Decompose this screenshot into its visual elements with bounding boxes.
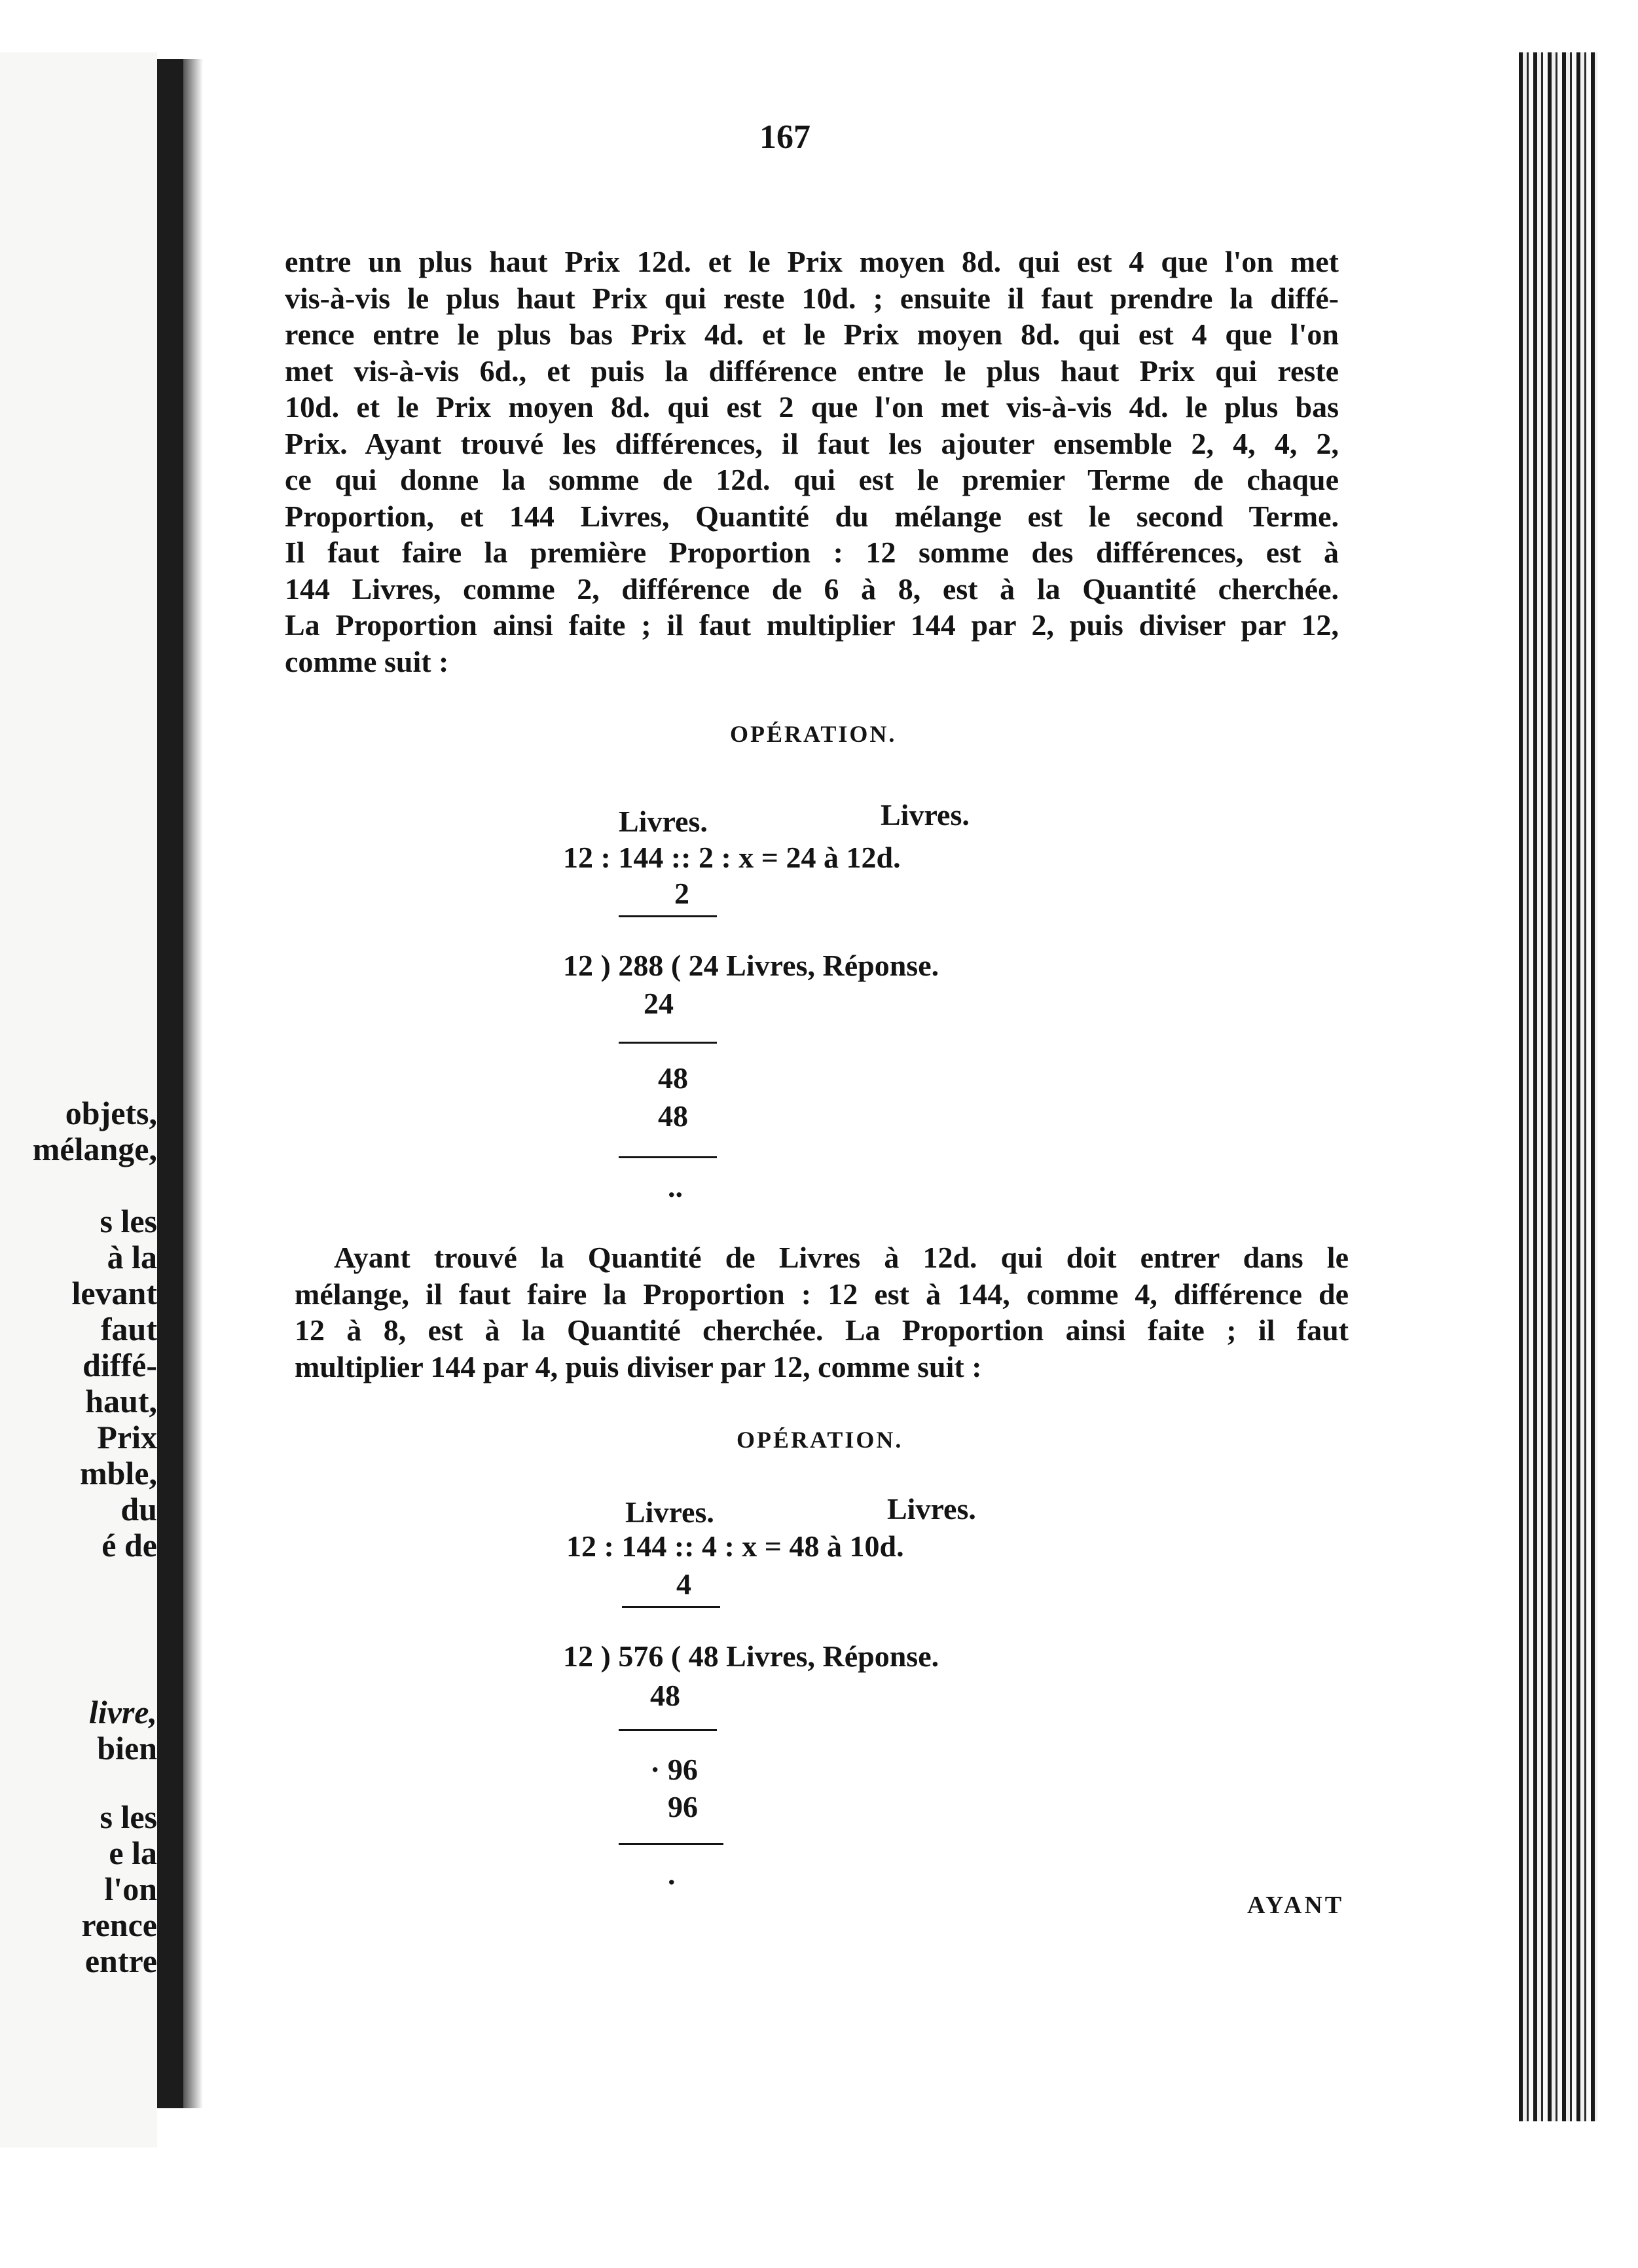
remainder: 48	[658, 1061, 688, 1095]
left-fragment: haut,	[85, 1383, 157, 1419]
left-fragment: l'on	[104, 1871, 157, 1907]
left-page-fragment	[0, 52, 157, 2148]
book-gutter	[157, 59, 183, 2108]
text-line: met vis-à-vis 6d., et puis la différence entre le plus haut Prix qui reste	[285, 354, 1339, 388]
left-fragment: levant	[71, 1275, 157, 1311]
subtrahend: 96	[668, 1790, 698, 1823]
operation-heading: OPÉRATION.	[730, 721, 897, 747]
left-fragment: bien	[97, 1730, 157, 1766]
left-fragment: mélange,	[32, 1131, 157, 1167]
rule	[619, 1843, 723, 1845]
text-line: La Proportion ainsi faite ; il faut multiplier 144 par 2, puis diviser par 12,	[285, 608, 1339, 642]
text-line: Proportion, et 144 Livres, Quantité du mélange est le second Terme.	[285, 499, 1339, 533]
text-line: 10d. et le Prix moyen 8d. qui est 2 que l'on met vis-à-vis 4d. le plus bas	[285, 390, 1339, 424]
left-fragment: s les	[100, 1203, 157, 1239]
catchword: AYANT	[1247, 1892, 1345, 1919]
column-label: Livres.	[887, 1492, 976, 1526]
left-fragment: mble,	[79, 1455, 157, 1491]
page-edges	[1519, 52, 1597, 2121]
text-line: 12 à 8, est à la Quantité cherchée. La Proportion ainsi faite ; il faut	[295, 1313, 1349, 1347]
column-label: Livres.	[625, 1495, 714, 1529]
result: .	[668, 1857, 676, 1891]
text-line: Il faut faire la première Proportion : 12 somme des différences, est à	[285, 536, 1339, 569]
text-line: mélange, il faut faire la Proportion : 12 est à 144, comme 4, différence de	[295, 1277, 1349, 1311]
text-line: ce qui donne la somme de 12d. qui est le premier Terme de chaque	[285, 463, 1339, 496]
division: 12 ) 288 ( 24 Livres, Réponse.	[563, 949, 939, 982]
left-fragment: s les	[100, 1799, 157, 1835]
paragraph-1	[285, 244, 1339, 680]
left-fragment: objets,	[65, 1095, 157, 1131]
text-line: Prix. Ayant trouvé les différences, il faut les ajouter ensemble 2, 4, 4, 2,	[285, 426, 1339, 460]
subtrahend: 48	[658, 1099, 688, 1133]
division: 12 ) 576 ( 48 Livres, Réponse.	[563, 1639, 939, 1673]
proportion: 12 : 144 :: 2 : x = 24 à 12d.	[563, 841, 901, 874]
rule	[619, 1042, 717, 1044]
column-label: Livres.	[619, 805, 708, 838]
remainder: · 96	[650, 1753, 698, 1786]
rule	[619, 1156, 717, 1158]
left-fragment: e la	[109, 1835, 157, 1871]
left-fragment: livre,	[88, 1694, 157, 1730]
left-fragment: rence	[81, 1907, 157, 1943]
operation-heading: OPÉRATION.	[737, 1427, 903, 1453]
left-fragment: faut	[100, 1311, 157, 1347]
left-fragment: Prix	[97, 1419, 157, 1455]
text-line: rence entre le plus bas Prix 4d. et le Prix moyen 8d. qui est 4 que l'on	[285, 318, 1339, 351]
proportion: 12 : 144 :: 4 : x = 48 à 10d.	[566, 1529, 904, 1563]
left-fragment: é de	[101, 1527, 157, 1564]
left-fragment: diffé-	[82, 1347, 157, 1383]
text-line: entre un plus haut Prix 12d. et le Prix moyen 8d. qui est 4 que l'on met	[285, 245, 1339, 278]
page-number: 167	[759, 119, 810, 156]
left-fragment: entre	[84, 1943, 157, 1979]
subtrahend: 24	[644, 987, 674, 1020]
rule	[619, 915, 717, 917]
multiplier: 4	[676, 1567, 691, 1601]
paragraph-2	[295, 1239, 1349, 1385]
text-line: vis-à-vis le plus haut Prix qui reste 10d. ; ensuite il faut prendre la diffé-	[285, 281, 1339, 315]
text-line: 144 Livres, comme 2, différence de 6 à 8, est à la Quantité cherchée.	[285, 572, 1339, 606]
text-line: comme suit :	[285, 644, 449, 678]
result: ..	[668, 1170, 683, 1203]
multiplier: 2	[674, 877, 689, 910]
rule	[622, 1606, 720, 1608]
left-fragment: du	[120, 1491, 157, 1527]
text-line: multiplier 144 par 4, puis diviser par 12, comme suit :	[295, 1349, 982, 1383]
subtrahend: 48	[650, 1679, 680, 1712]
gutter-shadow	[183, 59, 203, 2108]
column-label: Livres.	[881, 798, 970, 832]
left-fragment: à la	[107, 1239, 157, 1275]
rule	[619, 1729, 717, 1731]
text-line: Ayant trouvé la Quantité de Livres à 12d. qui doit entrer dans le	[334, 1241, 1349, 1274]
